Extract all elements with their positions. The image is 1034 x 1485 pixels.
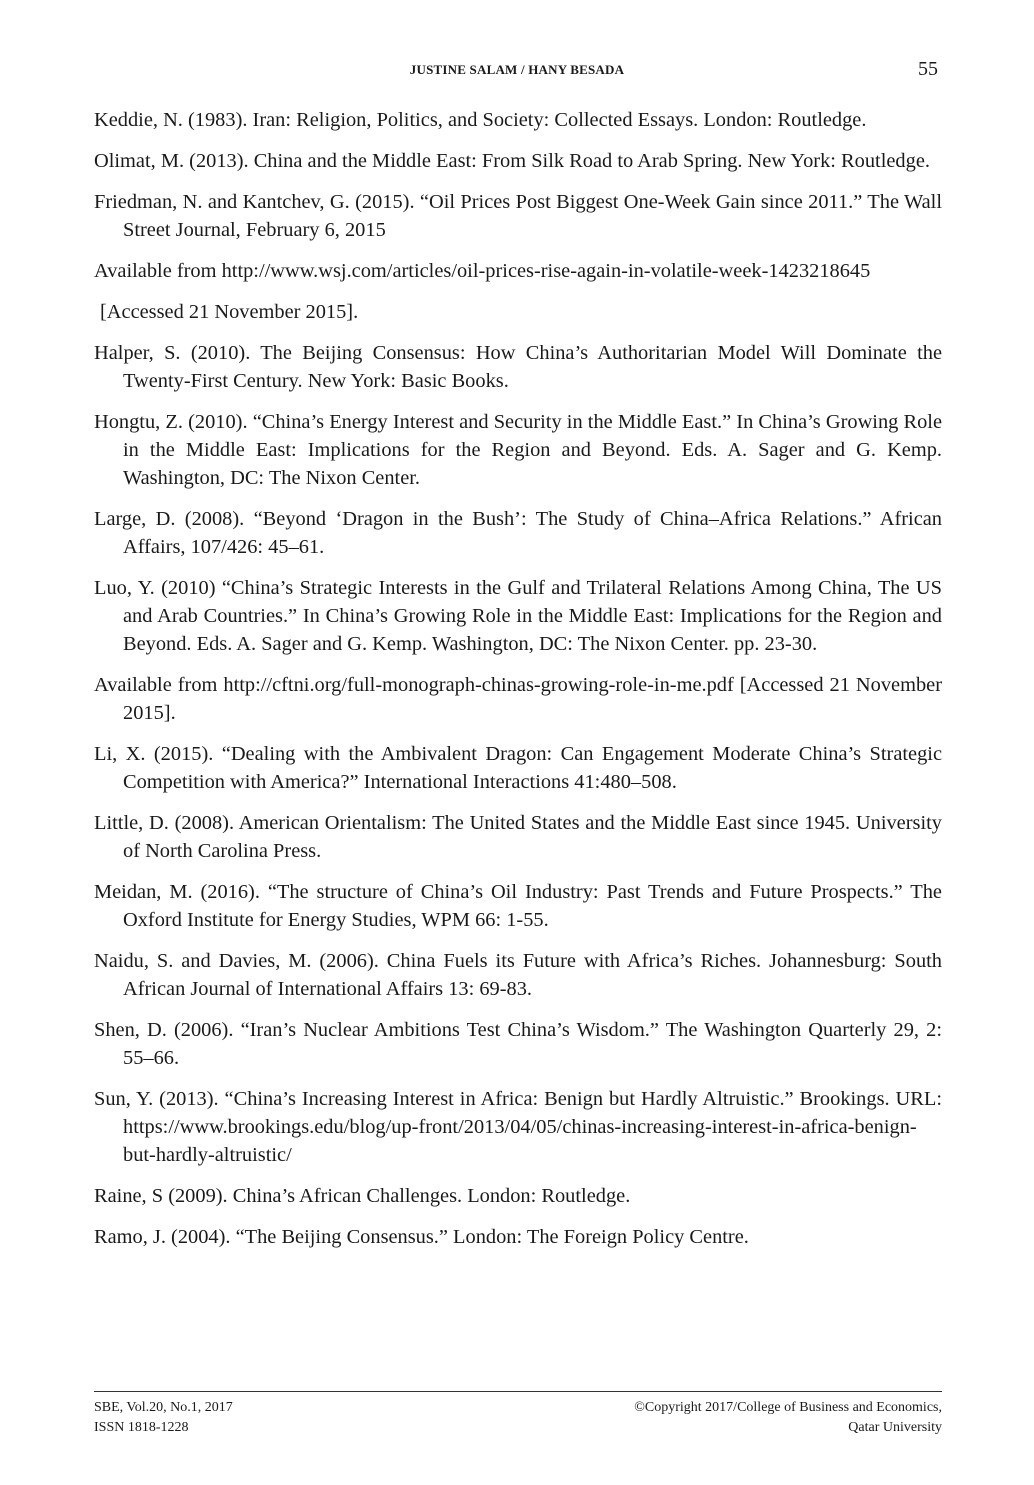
footer-divider xyxy=(94,1391,942,1392)
running-head: JUSTINE SALAM / HANY BESADA xyxy=(409,62,625,77)
reference-item: Halper, S. (2010). The Beijing Consensus: How China’s Authoritarian Model Will Dominate the Twenty-First Century. New York: Basic Books. xyxy=(94,342,942,392)
reference-item: Meidan, M. (2016). “The structure of China’s Oil Industry: Past Trends and Future Prospects.” The Oxford Institute for Energy Studies, WPM 66: 1-55. xyxy=(94,881,942,931)
reference-item: Friedman, N. and Kantchev, G. (2015). “Oil Prices Post Biggest One-Week Gain since 2011.” The Wall Street Journal, February 6, 2015 xyxy=(94,191,942,241)
reference-item: Shen, D. (2006). “Iran’s Nuclear Ambitions Test China’s Wisdom.” The Washington Quarterly 29, 2: 55–66. xyxy=(94,1019,942,1069)
reference-item: Available from http://cftni.org/full-monograph-chinas-growing-role-in-me.pdf [Accessed 21 November 2015]. xyxy=(94,674,942,724)
reference-item: Raine, S (2009). China’s African Challenges. London: Routledge. xyxy=(94,1185,631,1207)
reference-item: [Accessed 21 November 2015]. xyxy=(100,301,359,323)
footer-university: Qatar University xyxy=(848,1420,942,1435)
footer-issn: ISSN 1818-1228 xyxy=(94,1420,189,1435)
reference-item: Little, D. (2008). American Orientalism: The United States and the Middle East since 1945. University of North Carolina Press. xyxy=(94,812,942,862)
footer-copyright: ©Copyright 2017/College of Business and Economics, xyxy=(634,1400,942,1415)
reference-item: Luo, Y. (2010) “China’s Strategic Interests in the Gulf and Trilateral Relations Among China, The US and Arab Countries.” In China’s Growing Role in the Middle East: Implications for the Region and Beyond. Eds. A. Sager and G. Kemp. Washington, DC: The Nixon Center. pp. 23-30. xyxy=(94,577,942,655)
footer-journal: SBE, Vol.20, No.1, 2017 xyxy=(94,1400,233,1415)
reference-item: Li, X. (2015). “Dealing with the Ambivalent Dragon: Can Engagement Moderate China’s Strategic Competition with America?” International Interactions 41:480–508. xyxy=(94,743,942,793)
reference-item: Sun, Y. (2013). “China’s Increasing Interest in Africa: Benign but Hardly Altruistic.” Brookings. URL: https://www.brookings.edu/blog/up-front/2013/04/05/chinas-increasing-interest-in-africa-benign-but-hardly-altruistic/ xyxy=(94,1088,942,1166)
reference-item: Available from http://www.wsj.com/articles/oil-prices-rise-again-in-volatile-week-1423218645 xyxy=(94,260,871,282)
footer-right xyxy=(634,1398,942,1438)
page-number: 55 xyxy=(918,58,938,80)
reference-list xyxy=(94,106,942,1264)
footer-left xyxy=(94,1398,233,1438)
reference-item: Keddie, N. (1983). Iran: Religion, Politics, and Society: Collected Essays. London: Routledge. xyxy=(94,109,867,131)
reference-item: Naidu, S. and Davies, M. (2006). China Fuels its Future with Africa’s Riches. Johannesburg: South African Journal of International Affairs 13: 69-83. xyxy=(94,950,942,1000)
reference-item: Ramo, J. (2004). “The Beijing Consensus.” London: The Foreign Policy Centre. xyxy=(94,1226,749,1248)
reference-item: Large, D. (2008). “Beyond ‘Dragon in the Bush’: The Study of China–Africa Relations.” African Affairs, 107/426: 45–61. xyxy=(94,508,942,558)
reference-item: Hongtu, Z. (2010). “China’s Energy Interest and Security in the Middle East.” In China’s Growing Role in the Middle East: Implications for the Region and Beyond. Eds. A. Sager and G. Kemp. Washington, DC: The Nixon Center. xyxy=(94,411,942,489)
reference-item: Olimat, M. (2013). China and the Middle East: From Silk Road to Arab Spring. New York: Routledge. xyxy=(94,150,930,172)
